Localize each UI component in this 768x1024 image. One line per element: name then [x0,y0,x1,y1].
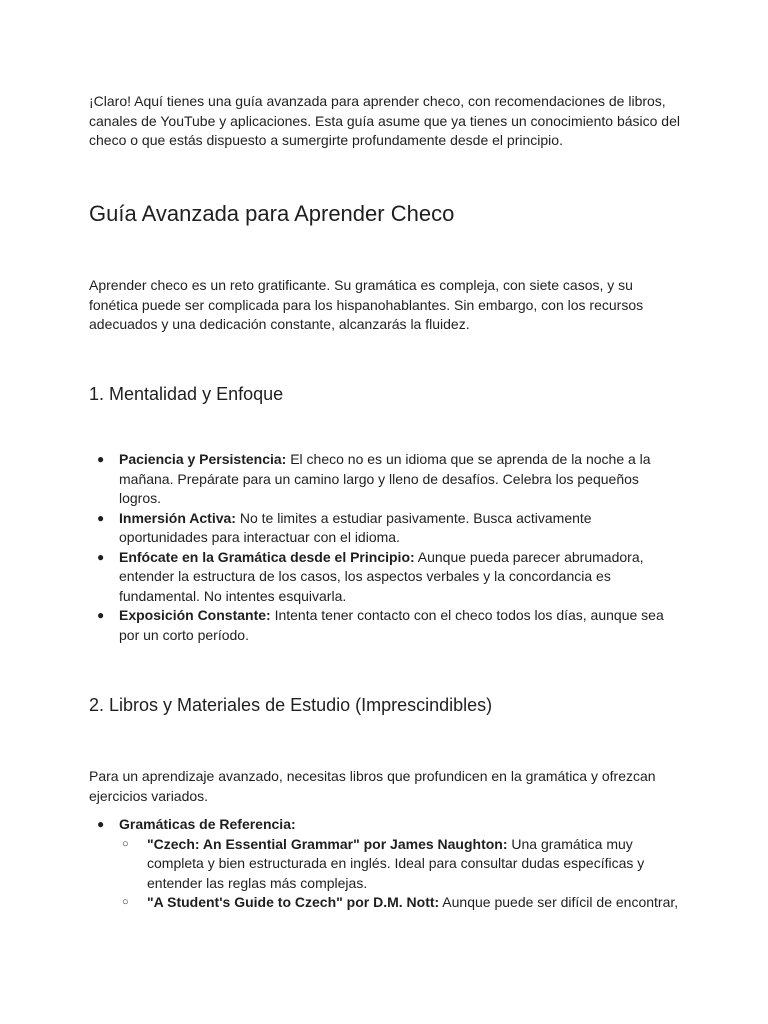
section-2-list [89,815,682,913]
page-title: Guía Avanzada para Aprender Checo [89,201,455,226]
list-item-text: El checo no es un idioma que se aprenda de la noche a la mañana. Prepárate para un camino largo y lleno de desafíos. Celebra los pequeños logros. [119,451,651,506]
list-item-text: Aunque pueda parecer abrumadora, entender la estructura de los casos, los aspectos verbales y la concordancia es fundamental. No intentes esquivarla. [119,548,644,604]
list-item-label: Inmersión Activa: [119,509,236,526]
bullet-icon: ● [97,452,105,466]
sub-list-item-label: "A Student's Guide to Czech" por D.M. Nott: [147,894,440,910]
bullet-icon: ● [97,549,105,564]
sub-list-item-text: Aunque puede ser difícil de encontrar, [439,894,679,910]
lead-paragraph: Aprender checo es un reto gratificante. Su gramática es compleja, con siete casos, y su fonética puede ser complicada para los hispanohablantes. Sin embargo, con los recursos adecuados y una dedicación constante, alcanzarás la fluidez. [89,277,644,332]
list-item-label: Enfócate en la Gramática desde el Principio: [119,548,415,565]
bullet-icon: ● [97,510,105,525]
bullet-icon: ● [97,817,105,831]
sub-list-item-label: "Czech: An Essential Grammar" por James Naughton: [147,835,508,852]
list-item [89,509,682,548]
list-item-label: Paciencia y Persistencia: [119,451,287,467]
list-item [89,548,682,607]
sub-list-item [89,893,682,913]
bullet-icon: ● [97,608,105,622]
section-2-lead: Para un aprendizaje avanzado, necesitas libros que profundicen en la gramática y ofrezcan ejercicios variados. [89,768,656,804]
section-1-heading: 1. Mentalidad y Enfoque [89,384,284,404]
sub-list [119,835,682,913]
list-item-label: Exposición Constante: [119,607,271,623]
list-item [89,606,682,645]
list-item [89,450,682,509]
list-item [89,815,682,913]
sub-list-item-text: Una gramática muy completa y bien estructurada en inglés. Ideal para consultar dudas específicas y entender las reglas más complejas. [147,835,645,891]
sub-bullet-icon: ○ [122,837,129,850]
list-item-text: No te limites a estudiar pasivamente. Busca activamente oportunidades para interactuar con el idioma. [119,509,592,545]
sub-list-item [89,835,682,894]
sub-bullet-icon: ○ [122,896,129,908]
section-2-heading: 2. Libros y Materiales de Estudio (Imprescindibles) [89,695,493,715]
intro-paragraph: ¡Claro! Aquí tienes una guía avanzada para aprender checo, con recomendaciones de libros, canales de YouTube y aplicaciones. Esta guía asume que ya tienes un conocimiento básico del checo o que estás dispuesto a sumergirte profundamente desde el principio. [89,93,680,148]
list-item-text: Intenta tener contacto con el checo todos los días, aunque sea por un corto período. [119,607,664,643]
list-group-label: Gramáticas de Referencia: [119,816,296,832]
section-1-list [89,450,682,645]
